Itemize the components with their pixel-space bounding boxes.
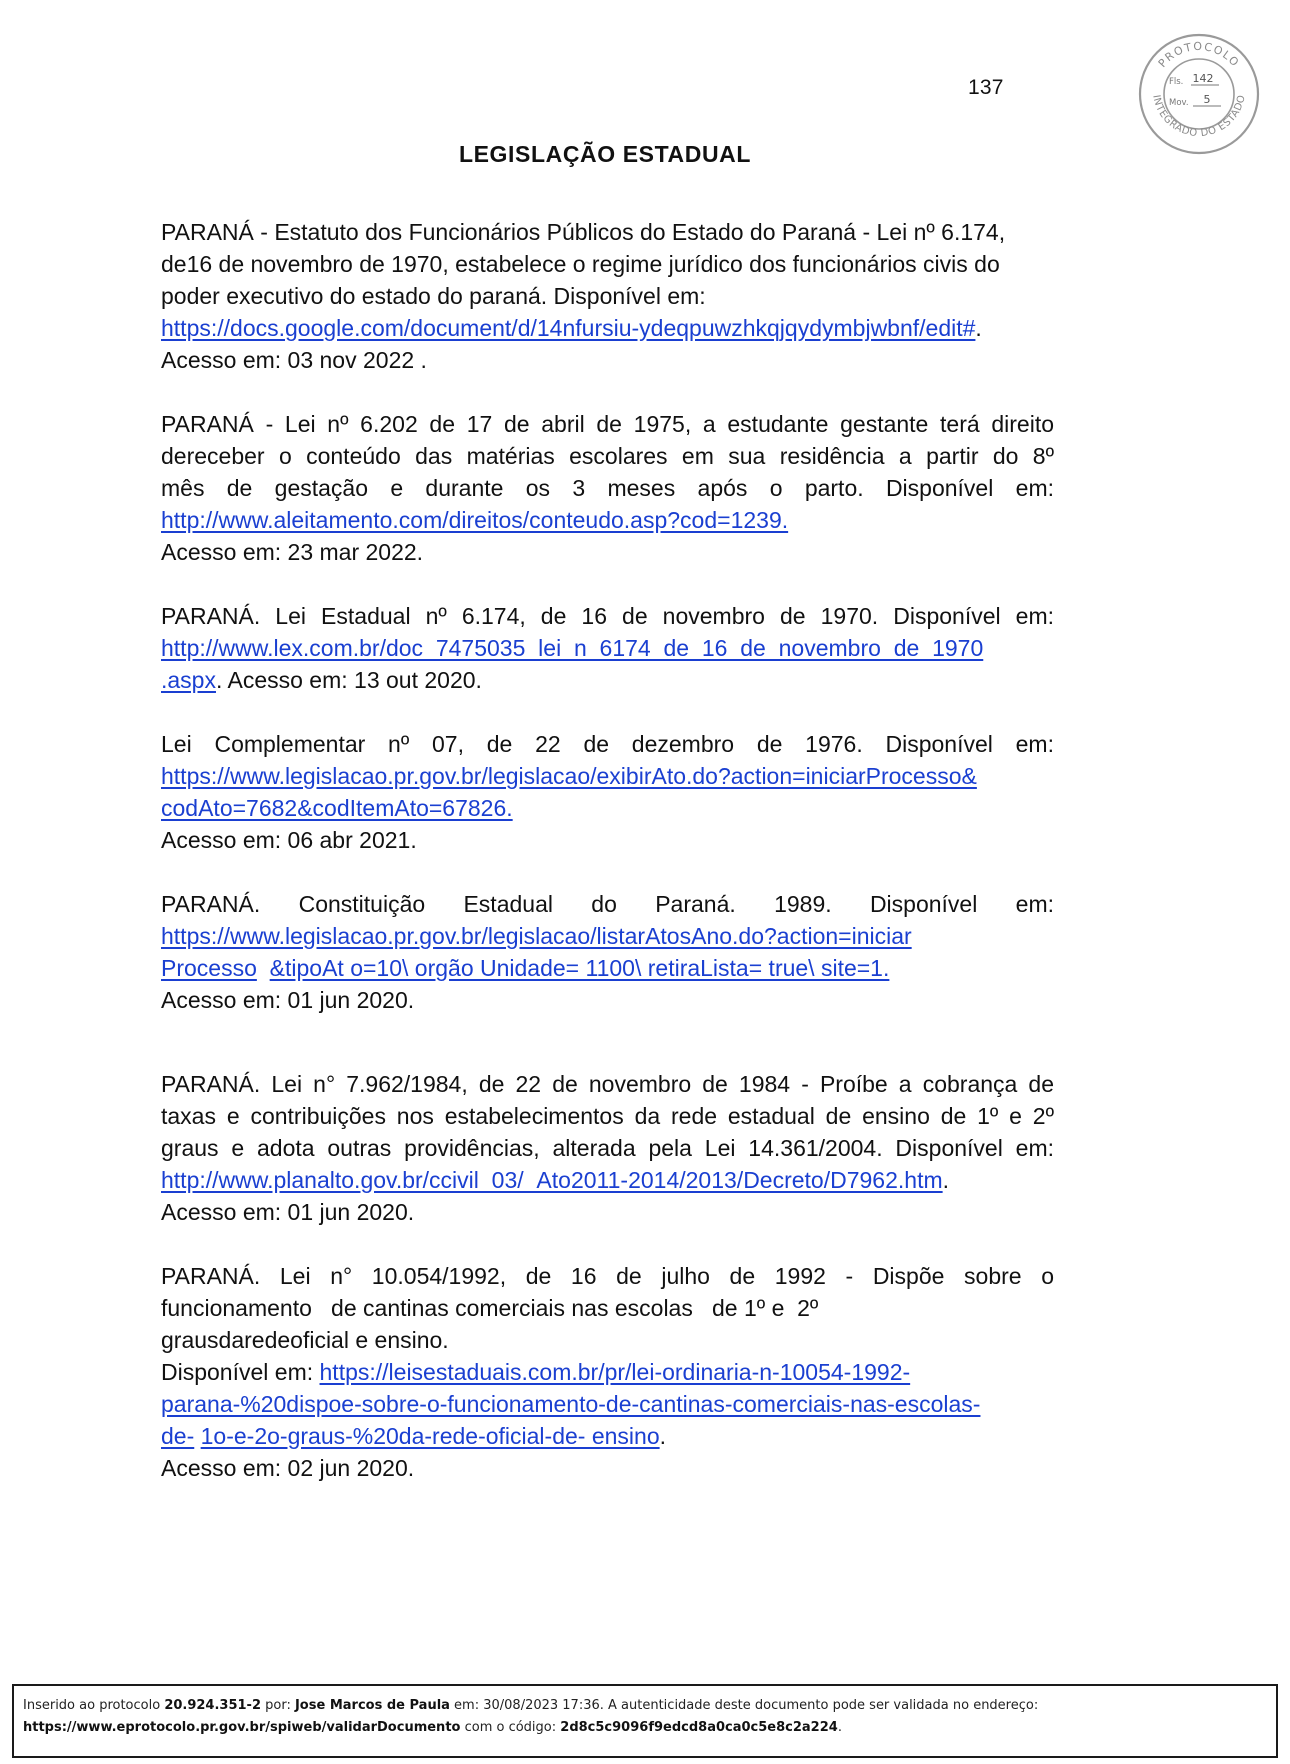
reference-text-line: de16 de novembro de 1970, estabelece o regime jurídico dos funcionários civis do [161, 251, 1000, 277]
reference-item [161, 216, 1054, 376]
reference-link[interactable]: https://www.legislacao.pr.gov.br/legislacao/listarAtosAno.do?action=iniciar [161, 923, 912, 949]
available-at-label: Disponível em: [161, 1359, 320, 1385]
reference-text-line: PARANÁ. Lei n° 7.962/1984, de 22 de novembro de 1984 - Proíbe a cobrança de [161, 1071, 1054, 1097]
reference-text-line: PARANÁ - Estatuto dos Funcionários Públicos do Estado do Paraná - Lei nº 6.174, [161, 219, 1006, 245]
access-date: Acesso em: 23 mar 2022. [161, 539, 424, 565]
reference-text-line: mês de gestação e durante os 3 meses após o parto. Disponível em: [161, 475, 1054, 501]
reference-link[interactable]: https://www.legislacao.pr.gov.br/legislacao/exibirAto.do?action=iniciarProcesso& [161, 763, 977, 789]
reference-link-continued[interactable]: 1o-e-2o-graus-%20da-rede-oficial-de- ensino [200, 1423, 660, 1449]
reference-punctuation: . [659, 1423, 666, 1449]
reference-text-line: poder executivo do estado do paraná. Disponível em: [161, 283, 706, 309]
reference-punctuation: . [975, 315, 982, 341]
reference-text-line: PARANÁ. Lei n° 10.054/1992, de 16 de julho de 1992 - Dispõe sobre o [161, 1263, 1054, 1289]
reference-item [161, 1260, 1054, 1484]
protocol-number: 20.924.351-2 [164, 1698, 261, 1713]
reference-punctuation: . [942, 1167, 950, 1193]
access-date: . Acesso em: 13 out 2020. [215, 667, 482, 693]
reference-link-continued[interactable]: &tipoAt o=10\ orgão Unidade= 1100\ retiraLista= true\ site=1. [269, 955, 890, 981]
reference-link-continued[interactable]: .aspx [161, 667, 216, 693]
footer-line-1 [23, 1695, 1266, 1717]
author-name: Jose Marcos de Paula [294, 1698, 450, 1713]
protocol-stamp [1137, 32, 1261, 156]
reference-link[interactable]: http://www.aleitamento.com/direitos/conteudo.asp?cod=1239. [161, 507, 789, 533]
stamp-bottom-text: INTEGRADO DO ESTADO [1150, 93, 1248, 140]
page-number: 137 [968, 76, 1004, 99]
reference-item [161, 728, 1054, 856]
reference-text-line: PARANÁ. Lei Estadual nº 6.174, de 16 de novembro de 1970. Disponível em: [161, 603, 1054, 629]
reference-text-line: Lei Complementar nº 07, de 22 de dezembro de 1976. Disponível em: [161, 731, 1054, 757]
access-date: Acesso em: 03 nov 2022 . [161, 347, 427, 373]
footer-text: com o código: [460, 1720, 561, 1735]
stamp-fls-value: 142 [1192, 72, 1214, 85]
reference-item [161, 408, 1054, 568]
reference-text-line: PARANÁ. Constituição Estadual do Paraná. 1989. Disponível em: [161, 891, 1054, 917]
reference-item [161, 1068, 1054, 1228]
reference-link[interactable]: http://www.planalto.gov.br/ccivil_03/_Ato2011-2014/2013/Decreto/D7962.htm [161, 1167, 943, 1193]
reference-text-line: graus e adota outras providências, alterada pela Lei 14.361/2004. Disponível em: [161, 1135, 1054, 1161]
footer-text: em: 30/08/2023 17:36. A autenticidade deste documento pode ser validada no endereço: [449, 1698, 1039, 1713]
reference-item [161, 600, 1054, 696]
footer-text: . [837, 1720, 842, 1735]
stamp-mov-value: 5 [1203, 93, 1211, 106]
reference-link[interactable]: https://leisestaduais.com.br/pr/lei-ordinaria-n-10054-1992- [319, 1359, 911, 1385]
access-date: Acesso em: 06 abr 2021. [161, 827, 417, 853]
access-date: Acesso em: 01 jun 2020. [161, 1199, 415, 1225]
reference-text-line: PARANÁ - Lei nº 6.202 de 17 de abril de 1975, a estudante gestante terá direito [161, 411, 1054, 437]
reference-link-continued[interactable]: parana-%20dispoe-sobre-o-funcionamento-de-cantinas-comerciais-nas-escolas- [161, 1391, 981, 1417]
reference-list [161, 216, 1054, 1484]
document-title: LEGISLAÇÃO ESTADUAL [458, 141, 752, 167]
reference-link-continued[interactable]: de- [161, 1423, 195, 1449]
validation-code: 2d8c5c9096f9edcd8a0ca0c5e8c2a224 [560, 1720, 838, 1735]
stamp-mov-label: Mov. [1169, 98, 1189, 108]
stamp-fls-label: Fls. [1169, 77, 1184, 87]
footer-text: Inserido ao protocolo [23, 1698, 165, 1713]
access-date: Acesso em: 01 jun 2020. [161, 987, 415, 1013]
reference-text-line: taxas e contribuições nos estabelecimentos da rede estadual de ensino de 1º e 2º [161, 1103, 1054, 1129]
reference-item [161, 888, 1054, 1016]
stamp-seal-icon [1137, 32, 1261, 156]
reference-link-continued[interactable]: Processo [161, 955, 257, 981]
authenticity-footer [12, 1684, 1278, 1758]
reference-text-line: funcionamento de cantinas comerciais nas escolas de 1º e 2º [161, 1295, 819, 1321]
footer-line-2 [23, 1717, 1266, 1739]
access-date: Acesso em: 02 jun 2020. [161, 1455, 415, 1481]
reference-link[interactable]: https://docs.google.com/document/d/14nfursiu-ydeqpuwzhkqjqydymbjwbnf/edit# [161, 315, 976, 341]
reference-text-line: grausdaredeoficial e ensino. [161, 1327, 449, 1353]
reference-link[interactable]: http://www.lex.com.br/doc_7475035_lei_n_6174_de_16_de_novembro_de_1970 [161, 635, 984, 661]
validation-url[interactable]: https://www.eprotocolo.pr.gov.br/spiweb/validarDocumento [23, 1720, 461, 1735]
reference-text-line: dereceber o conteúdo das matérias escolares em sua residência a partir do 8º [161, 443, 1054, 469]
footer-text: por: [261, 1698, 295, 1713]
reference-link-continued[interactable]: codAto=7682&codItemAto=67826. [161, 795, 513, 821]
stamp-top-text: PROTOCOLO [1155, 39, 1243, 70]
